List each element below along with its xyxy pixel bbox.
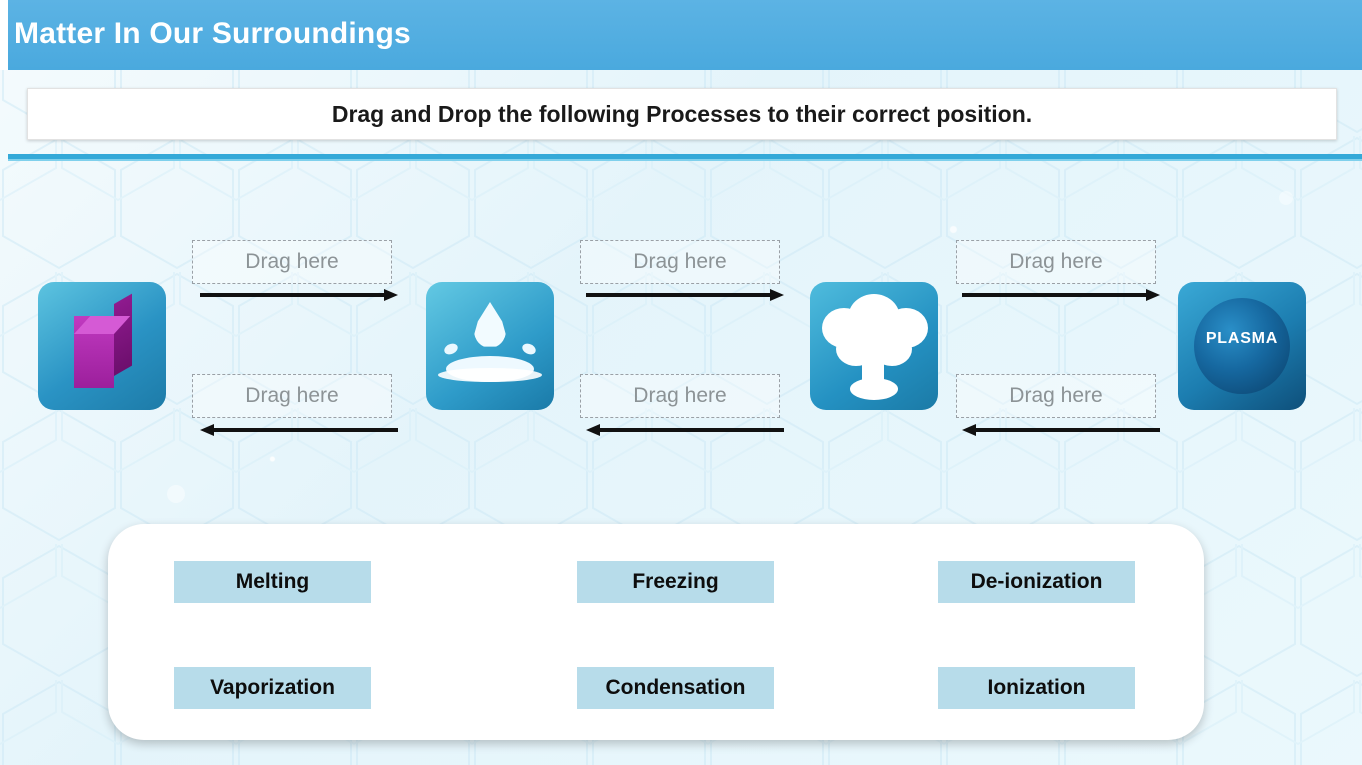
title-accent-stripe <box>0 0 8 70</box>
diagram-stage <box>0 158 1362 765</box>
splash-left-icon <box>443 342 460 357</box>
answer-tray <box>108 524 1204 740</box>
arrow-left-liquid-solid-icon <box>200 424 398 436</box>
chip-ionization[interactable]: Ionization <box>938 667 1135 709</box>
plasma-state-icon <box>1178 282 1306 410</box>
cube-side-face <box>114 294 132 376</box>
arrow-right-solid-liquid-icon <box>200 289 398 301</box>
divider-rule-light <box>8 159 1362 161</box>
dropzone-plasma-to-gas[interactable] <box>956 374 1156 418</box>
cloud-blob-icon <box>850 378 898 400</box>
instruction-area <box>0 70 1362 158</box>
title-bar <box>0 0 1362 70</box>
page-title: Matter In Our Surroundings <box>14 17 411 50</box>
chip-freezing[interactable]: Freezing <box>577 561 774 603</box>
dropzone-placeholder: Drag here <box>633 384 727 407</box>
dropzone-placeholder: Drag here <box>245 250 339 273</box>
instruction-text: Drag and Drop the following Processes to their correct position. <box>331 100 1033 127</box>
dropzone-liquid-to-solid[interactable] <box>192 374 392 418</box>
instruction-box <box>27 88 1337 140</box>
arrow-left-plasma-gas-icon <box>962 424 1160 436</box>
solid-state-icon <box>38 282 166 410</box>
dropzone-placeholder: Drag here <box>1009 250 1103 273</box>
plasma-state-label: PLASMA <box>1205 330 1279 347</box>
arrow-right-liquid-gas-icon <box>586 289 784 301</box>
chip-melting[interactable]: Melting <box>174 561 371 603</box>
dropzone-gas-to-plasma[interactable] <box>956 240 1156 284</box>
dropzone-placeholder: Drag here <box>245 384 339 407</box>
chip-de-ionization[interactable]: De-ionization <box>938 561 1135 603</box>
dropzone-solid-to-liquid[interactable] <box>192 240 392 284</box>
arrow-left-gas-liquid-icon <box>586 424 784 436</box>
chip-vaporization[interactable]: Vaporization <box>174 667 371 709</box>
chip-condensation[interactable]: Condensation <box>577 667 774 709</box>
splash-right-icon <box>521 342 538 357</box>
dropzone-liquid-to-gas[interactable] <box>580 240 780 284</box>
dropzone-placeholder: Drag here <box>1009 384 1103 407</box>
puddle-base-icon <box>438 368 542 382</box>
dropzone-gas-to-liquid[interactable] <box>580 374 780 418</box>
dropzone-placeholder: Drag here <box>633 250 727 273</box>
liquid-state-icon <box>426 282 554 410</box>
water-drop-icon <box>474 302 506 348</box>
gas-state-icon <box>810 282 938 410</box>
cube-icon <box>74 304 132 388</box>
arrow-right-gas-plasma-icon <box>962 289 1160 301</box>
